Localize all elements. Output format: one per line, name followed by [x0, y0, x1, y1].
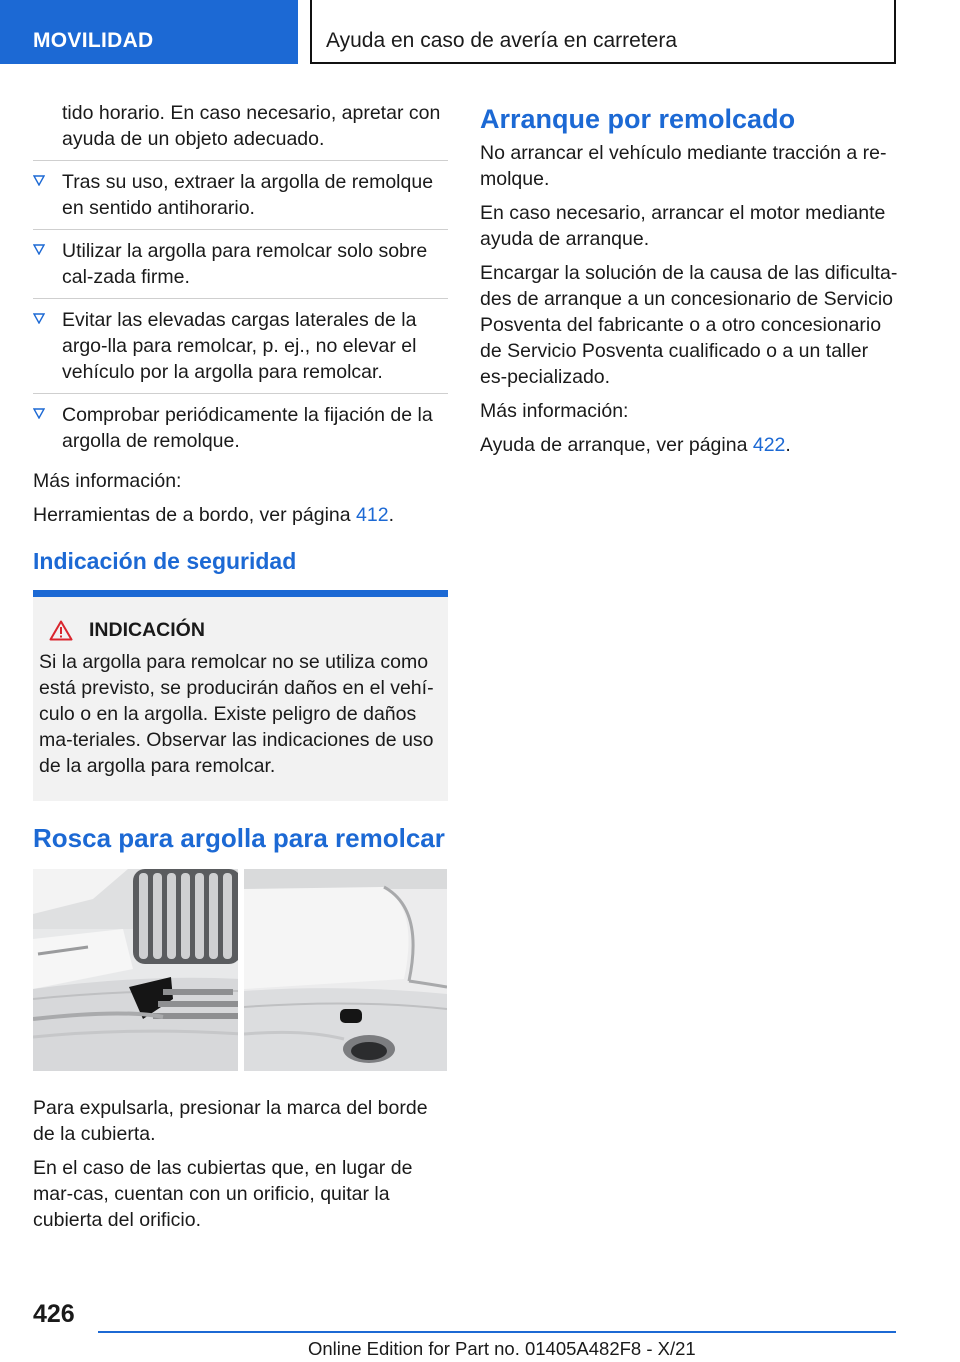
header-chapter-title: Ayuda en caso de avería en carretera	[310, 0, 896, 64]
cross-reference-end: .	[388, 504, 394, 526]
triangle-bullet-icon	[33, 175, 45, 186]
tow-start-warning: No arrancar el vehículo mediante tracción a re‐molque.	[480, 142, 887, 190]
notice-title-text: INDICACIÓN	[89, 619, 205, 641]
page-number: 426	[33, 1300, 75, 1328]
list-item-text: Utilizar la argolla para remolcar solo sobre cal‐zada firme.	[62, 240, 428, 288]
tow-start-heading: Arranque por remolcado	[480, 104, 796, 134]
footer-divider	[98, 1331, 896, 1333]
continued-text: tido horario. En caso necesario, apretar con ayuda de un objeto adecuado.	[62, 102, 441, 150]
cross-reference-text: Herramientas de a bordo, ver página	[33, 504, 357, 526]
cross-reference	[480, 432, 898, 458]
notice-divider	[33, 590, 448, 597]
triangle-bullet-icon	[33, 408, 45, 419]
list-item-text: Tras su uso, extraer la argolla de remolque en sentido antihorario.	[62, 171, 434, 219]
triangle-bullet-icon	[33, 313, 45, 324]
list-item	[33, 298, 448, 385]
rear-bumper-photo	[244, 869, 449, 1071]
right-column	[480, 100, 898, 466]
service-advice: Encargar la solución de la causa de las dificulta‐des de arranque a un concesionario de Servicio Posventa del fabricante o a otro concesionario de Servicio Posventa cualificado o a un taller es‐pecializado.	[480, 262, 898, 388]
list-item	[33, 229, 448, 290]
notice-box	[33, 597, 448, 801]
towing-thread-photos	[33, 869, 448, 1071]
cross-reference-end: .	[785, 434, 791, 456]
more-info-label: Más información:	[480, 400, 629, 422]
orifice-instruction: En el caso de las cubiertas que, en lugar de mar‐cas, cuentan con un orificio, quitar la cubierta del orificio.	[33, 1157, 413, 1231]
list-item	[33, 160, 448, 221]
list-item-text: Comprobar periódicamente la fijación de la argolla de remolque.	[62, 404, 433, 452]
edition-info: Online Edition for Part no. 01405A482F8 - X/21	[308, 1338, 696, 1359]
page-link-412[interactable]: 412	[356, 504, 389, 526]
cross-reference	[33, 502, 448, 528]
jump-start-advice: En caso necesario, arrancar el motor mediante ayuda de arranque.	[480, 202, 886, 250]
cross-reference-text: Ayuda de arranque, ver página	[480, 434, 753, 456]
safety-heading: Indicación de seguridad	[33, 548, 297, 574]
left-column	[33, 100, 448, 1241]
front-bumper-photo	[33, 869, 238, 1071]
list-item	[33, 393, 448, 454]
triangle-bullet-icon	[33, 244, 45, 255]
more-info-label: Más información:	[33, 470, 182, 492]
warning-triangle-icon	[49, 620, 73, 641]
eject-instruction: Para expulsarla, presionar la marca del borde de la cubierta.	[33, 1097, 428, 1145]
thread-heading: Rosca para argolla para remolcar	[33, 823, 445, 853]
header-section-label: MOVILIDAD	[0, 0, 298, 64]
page-link-422[interactable]: 422	[752, 434, 786, 456]
notice-text: Si la argolla para remolcar no se utiliza como está previsto, se producirán daños en el vehí‐culo o en la argolla. Existe peligro de daños ma‐teriales. Observar las indicaciones de uso de la argolla para remolcar.	[39, 651, 434, 777]
notice-title	[39, 617, 440, 643]
list-item-text: Evitar las elevadas cargas laterales de la argo‐lla para remolcar, p. ej., no elevar el vehículo por la argolla para remolcar.	[62, 309, 417, 383]
